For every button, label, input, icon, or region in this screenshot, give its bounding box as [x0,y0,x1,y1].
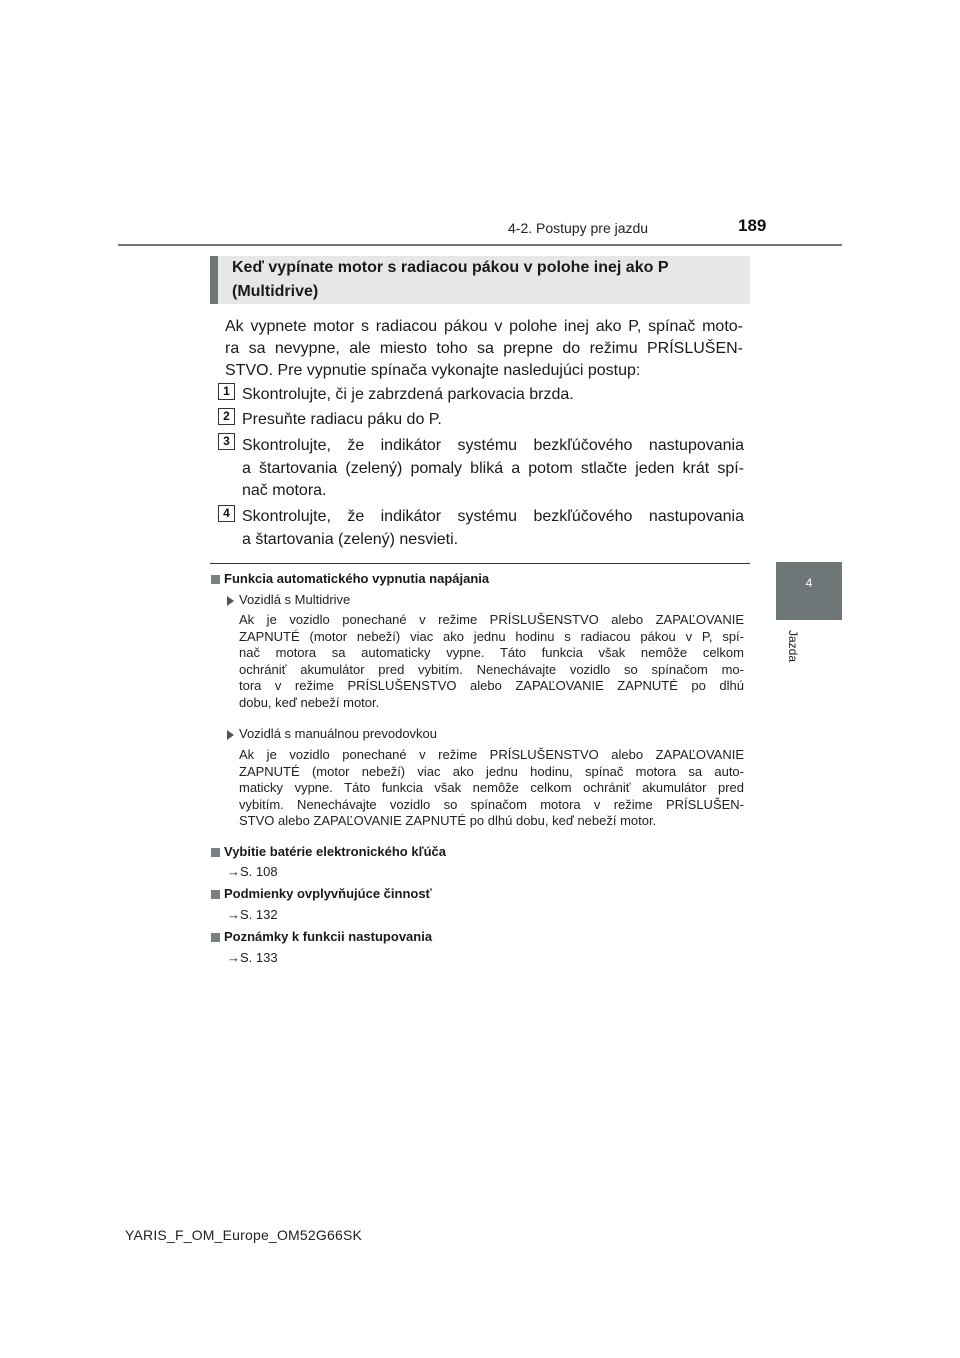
note-title-battery: Vybitie batérie elektronického kľúča [224,844,447,859]
chapter-tab [776,562,842,620]
procedure-heading-line-1: Keď vypínate motor s radiacou pákou v polohe inej ako P [232,259,669,276]
step-4-text-line-2: a štartovania (zelený) nesvieti. [242,531,459,548]
step-1-text: Skontrolujte, či je zabrzdená parkovacia brzda. [242,386,574,403]
manual-text-line-2: ZAPNUTÉ (motor nebeží) viac ako jednu hodinu, spínač motora sa auto- [239,764,744,779]
multidrive-text-line-2: ZAPNUTÉ (motor nebeží) viac ako jednu hodinu s radiacou pákou v P, spí- [239,629,744,644]
intro-line-2: ra sa nevypne, ale miesto toho sa prepne do režimu PRÍSLUŠEN- [225,340,743,357]
document-code: YARIS_F_OM_Europe_OM52G66SK [125,1227,363,1243]
note-bullet-icon [211,890,220,899]
page-reference-link[interactable]: →S. 132 [227,907,278,922]
chapter-tab-label-text: Jazda [786,630,800,663]
procedure-heading [210,256,750,304]
page-reference-link[interactable]: →S. 133 [227,950,278,965]
manual-text-line-1: Ak je vozidlo ponechané v režime PRÍSLUŠENSTVO alebo ZAPAĽOVANIE [239,747,744,762]
step-number-box: 1 [218,383,235,400]
chapter-tab-label [784,630,802,700]
chapter-tab-number: 4 [805,576,813,590]
intro-line-3: STVO. Pre vypnutie spínača vykonajte nasledujúci postup: [225,362,641,379]
step-3-text-line-2: a štartovania (zelený) pomaly bliká a potom stlačte jeden krát spí- [242,460,744,477]
step-2-text: Presuňte radiacu páku do P. [242,411,442,428]
page-number: 189 [738,216,767,235]
intro-line-1: Ak vypnete motor s radiacou pákou v polohe inej ako P, spínač moto- [225,318,743,335]
note-title-entry: Poznámky k funkcii nastupovania [224,929,433,944]
multidrive-text-line-4: ochrániť akumulátor pred vybitím. Nenechávajte vozidlo so spínačom mo- [239,662,744,677]
section-title: 4-2. Postupy pre jazdu [508,220,649,236]
notes-divider [210,563,750,564]
note-bullet-icon [211,848,220,857]
manual-text-line-5: STVO alebo ZAPAĽOVANIE ZAPNUTÉ po dlhú dobu, keď nebeží motor. [239,813,657,828]
manual-text-line-3: maticky vypne. Táto funkcia však nemôže celkom ochrániť akumulátor pred [239,780,744,795]
subnote-label-manual: Vozidlá s manuálnou prevodovkou [239,726,438,741]
note-bullet-icon [211,933,220,942]
triangle-bullet-icon [227,730,234,740]
step-number-box: 3 [218,433,235,450]
step-number-box: 2 [218,408,235,425]
subnote-label-multidrive: Vozidlá s Multidrive [239,592,351,607]
multidrive-text-line-1: Ak je vozidlo ponechané v režime PRÍSLUŠENSTVO alebo ZAPAĽOVANIE [239,612,744,627]
note-title-conditions: Podmienky ovplyvňujúce činnosť [224,886,432,901]
multidrive-text-line-3: nač motora sa automaticky vypne. Táto funkcia však nemôže celkom [239,645,744,660]
procedure-heading-line-2: (Multidrive) [232,283,319,300]
page-reference-link[interactable]: →S. 108 [227,864,278,879]
triangle-bullet-icon [227,596,234,606]
step-3-text-line-1: Skontrolujte, že indikátor systému bezkľúčového nastupovania [242,437,744,454]
multidrive-text-line-5: tora v režime PRÍSLUŠENSTVO alebo ZAPAĽOVANIE ZAPNUTÉ po dlhú [239,678,744,693]
manual-text-line-4: vybitím. Nenechávajte vozidlo so spínačom motora v režime PRÍSLUŠEN- [239,797,744,812]
header-divider [118,244,842,246]
step-3-text-line-3: nač motora. [242,482,327,499]
step-4-text-line-1: Skontrolujte, že indikátor systému bezkľúčového nastupovania [242,508,744,525]
step-number-box: 4 [218,505,235,522]
note-title-auto-off: Funkcia automatického vypnutia napájania [224,571,490,586]
multidrive-text-line-6: dobu, keď nebeží motor. [239,695,380,710]
note-bullet-icon [211,575,220,584]
